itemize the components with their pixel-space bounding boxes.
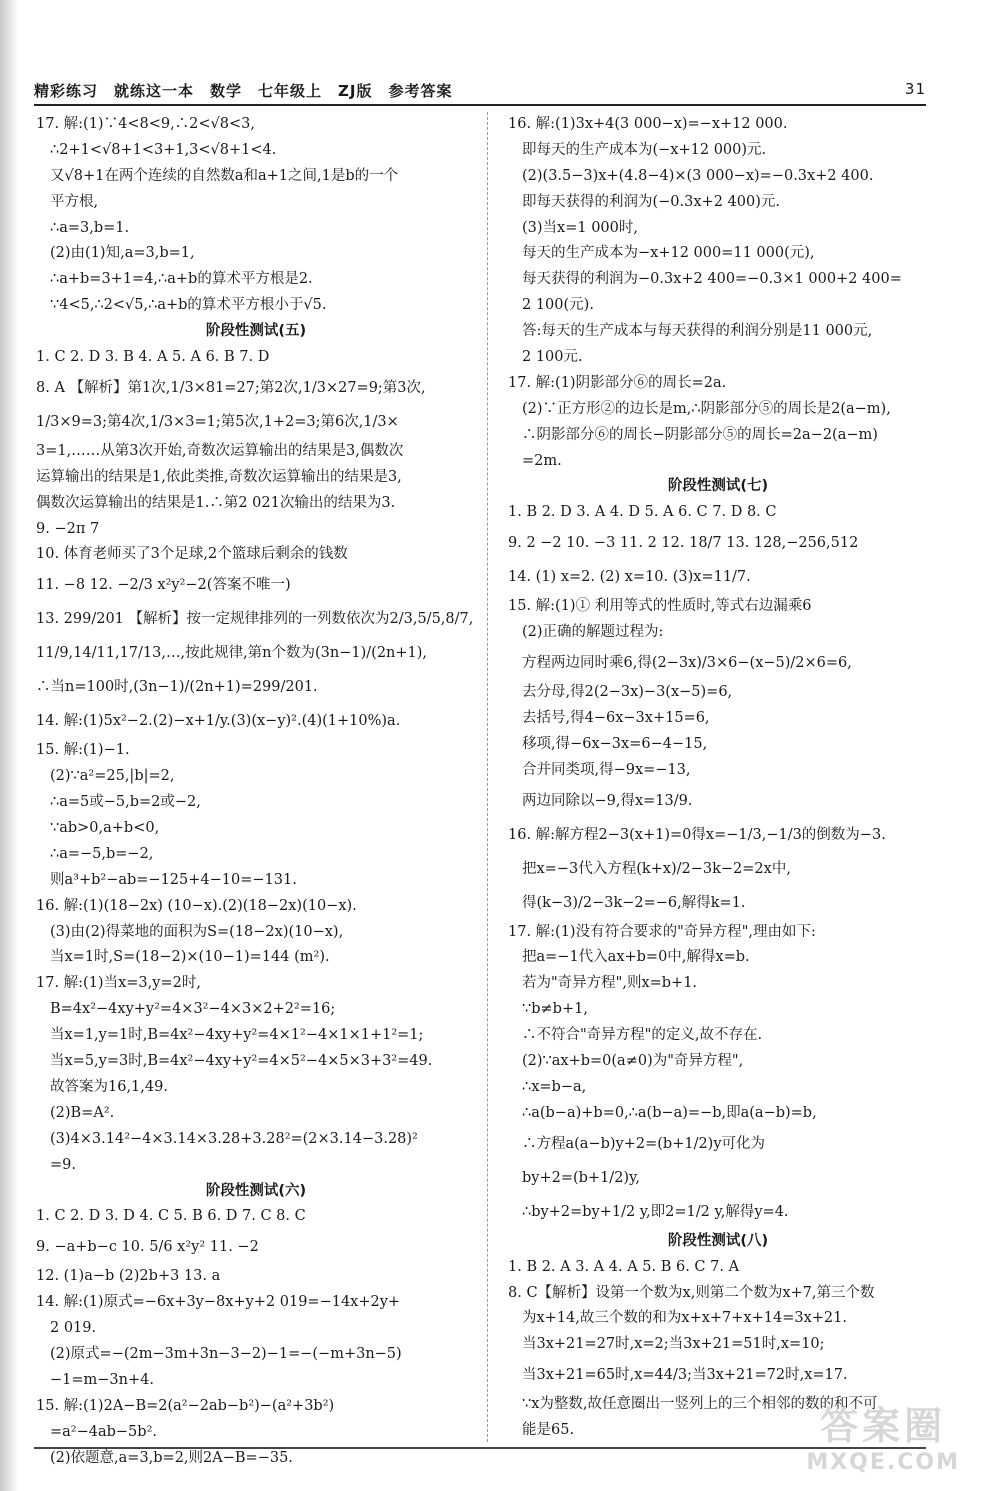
- left-column: [36, 112, 476, 1471]
- answer-line: ∴a=3,b=1.: [50, 219, 130, 236]
- answer-line: (2)原式=−(2m−3m+3n−3−2)−1=−(−m+3n−5): [50, 1345, 402, 1362]
- answer-line: (2)B=A².: [50, 1104, 115, 1121]
- watermark-logo-text: 答案圈: [820, 1404, 947, 1448]
- answer-line: 得(k−3)/2−3k−2=−6,解得k=1.: [522, 894, 746, 911]
- answer-line: 16. 解:解方程2−3(x+1)=0得x=−1/3,−1/3的倒数为−3.: [508, 826, 886, 843]
- answer-line: 又√8+1在两个连续的自然数a和a+1之间,1是b的一个: [50, 167, 399, 184]
- watermark-url: MXQE.COM: [806, 1450, 960, 1475]
- answer-line: 1. C 2. D 3. D 4. C 5. B 6. D 7. C 8. C: [36, 1208, 306, 1225]
- answer-line: 17. 解:(1)阴影部分⑥的周长=2a.: [508, 374, 727, 391]
- answer-line: 1/3×9=3;第4次,1/3×3=1;第5次,1+2=3;第6次,1/3×: [36, 413, 399, 430]
- answer-line: ∴by+2=by+1/2 y,即2=1/2 y,解得y=4.: [522, 1203, 789, 1220]
- column-divider: [487, 112, 488, 1442]
- answer-line: 当3x+21=27时,x=2;当3x+21=51时,x=10;: [522, 1336, 825, 1353]
- answer-line: 1. B 2. A 3. A 4. A 5. B 6. C 7. A: [508, 1258, 740, 1275]
- section-heading: 阶段性测试(五): [205, 323, 307, 340]
- answer-line: ∴x=b−a,: [522, 1078, 587, 1095]
- answer-line: ∵ab>0,a+b<0,: [50, 820, 160, 837]
- footer-rule: [34, 1447, 926, 1449]
- answer-line: 把a=−1代入ax+b=0中,解得x=b.: [522, 949, 750, 966]
- answer-line: 当x=1,y=1时,B=4x²−4xy+y²=4×1²−4×1×1+1²=1;: [50, 1027, 424, 1044]
- answer-line: 16. 解:(1)(18−2x) (10−x).(2)(18−2x)(10−x).: [36, 897, 357, 914]
- answer-line: ∵x为整数,故任意圈出一竖列上的三个相邻的数的和不可: [522, 1396, 878, 1413]
- answer-line: ∴a(b−a)+b=0,∴a(b−a)=−b,即a(a−b)=b,: [522, 1104, 817, 1121]
- answer-line: 合并同类项,得−9x=−13,: [522, 761, 691, 778]
- answer-line: 1. B 2. D 3. A 4. D 5. A 6. C 7. D 8. C: [508, 504, 777, 521]
- answer-line: 17. 解:(1)没有符合要求的"奇异方程",理由如下:: [508, 923, 816, 940]
- answer-line: 14. (1) x=2. (2) x=10. (3)x=11/7.: [508, 569, 751, 586]
- answer-line: 移项,得−6x−3x=6−4−15,: [522, 735, 708, 752]
- answer-line: 2 100(元).: [522, 297, 594, 314]
- answer-line: =a²−4ab−5b².: [50, 1423, 157, 1440]
- answer-line: (2)∵ax+b=0(a≠0)为"奇异方程",: [522, 1053, 744, 1070]
- answer-line: 15. 解:(1)2A−B=2(a²−2ab−b²)−(a²+3b²): [36, 1397, 335, 1414]
- answer-line: 17. 解:(1)当x=3,y=2时,: [36, 975, 201, 992]
- answer-line: 2 100元.: [522, 349, 583, 366]
- answer-line: 当3x+21=65时,x=44/3;当3x+21=72时,x=17.: [522, 1367, 848, 1384]
- answer-line: 即每天的生产成本为(−x+12 000)元.: [522, 141, 767, 158]
- answer-line: 当x=5,y=3时,B=4x²−4xy+y²=4×5²−4×5×3+3²=49.: [50, 1053, 433, 1070]
- answer-line: 故答案为16,1,49.: [50, 1078, 168, 1095]
- answer-line: 若为"奇异方程",则x=b+1.: [522, 975, 698, 992]
- header-title: 精彩练习 就练这一本 数学 七年级上 ZJ版 参考答案: [34, 82, 453, 100]
- answer-line: 11. −8 12. −2/3 x²y²−2(答案不唯一): [36, 577, 291, 594]
- answer-line: B=4x²−4xy+y²=4×3²−4×3×2+2²=16;: [50, 1001, 336, 1018]
- answer-line: 每天的生产成本为−x+12 000=11 000(元),: [522, 245, 815, 262]
- answer-line: 13. 299/201 【解析】按一定规律排列的一列数依次为2/3,5/5,8/7,: [36, 611, 474, 628]
- answer-line: ∴2+1<√8+1<3+1,3<√8+1<4.: [50, 141, 277, 158]
- answer-line: (2)由(1)知,a=3,b=1,: [50, 245, 195, 262]
- answer-line: 去括号,得4−6x−3x+15=6,: [522, 709, 710, 726]
- page-edge-shadow: [0, 0, 18, 1491]
- page-header: [34, 80, 926, 102]
- watermark: [806, 1395, 960, 1475]
- answer-line: 1. C 2. D 3. B 4. A 5. A 6. B 7. D: [36, 349, 270, 366]
- answer-line: by+2=(b+1/2)y,: [522, 1169, 640, 1186]
- answer-line: 方程两边同时乘6,得(2−3x)/3×6−(x−5)/2×6=6,: [522, 655, 852, 672]
- answer-line: 11/9,14/11,17/13,…,按此规律,第n个数为(3n−1)/(2n+1),: [36, 645, 428, 662]
- section-heading: 阶段性测试(八): [667, 1232, 769, 1249]
- answer-line: 17. 解:(1)∵4<8<9,∴2<√8<3,: [36, 116, 256, 132]
- answer-line: (3)4×3.14²−4×3.14×3.28+3.28²=(2×3.14−3.28)²: [50, 1130, 418, 1147]
- answer-line: 平方根,: [50, 193, 99, 210]
- answer-line: 当x=1时,S=(18−2)×(10−1)=144 (m²).: [50, 949, 330, 966]
- answer-line: 3=1,……从第3次开始,奇数次运算输出的结果是3,偶数次: [36, 442, 404, 459]
- answer-line: 14. 解:(1)5x²−2.(2)−x+1/y.(3)(x−y)².(4)(1+10%)a.: [36, 713, 401, 730]
- answer-line: 即每天获得的利润为(−0.3x+2 400)元.: [522, 193, 780, 210]
- answer-line: (2)∵a²=25,|b|=2,: [50, 768, 175, 785]
- answer-line: 每天获得的利润为−0.3x+2 400=−0.3×1 000+2 400=: [522, 271, 902, 288]
- answer-line: ∵4<5,∴2<√5,∴a+b的算术平方根小于√5.: [50, 297, 327, 314]
- answer-line: (2)依题意,a=3,b=2,则2A−B=−35.: [50, 1449, 293, 1466]
- answer-line: 12. (1)a−b (2)2b+3 13. a: [36, 1268, 221, 1285]
- answer-line: 为x+14,故三个数的和为x+x+7+x+14=3x+21.: [522, 1310, 847, 1327]
- answer-line: 15. 解:(1)① 利用等式的性质时,等式右边漏乘6: [508, 598, 812, 615]
- answer-line: 15. 解:(1)−1.: [36, 742, 130, 759]
- answer-line: ∴a=−5,b=−2,: [50, 845, 154, 862]
- answer-line: 两边同除以−9,得x=13/9.: [522, 792, 693, 809]
- answer-line: 9. 2 −2 10. −3 11. 2 12. 18/7 13. 128,−256,512: [508, 535, 859, 552]
- answer-line: 去分母,得2(2−3x)−3(x−5)=6,: [522, 684, 733, 701]
- answer-line: 运算输出的结果是1,依此类推,奇数次运算输出的结果是3,: [36, 468, 402, 485]
- answer-line: 能是65.: [522, 1422, 575, 1439]
- answer-line: 答:每天的生产成本与每天获得的利润分别是11 000元,: [522, 323, 873, 340]
- answer-line: (3)当x=1 000时,: [522, 219, 638, 236]
- answer-line: 偶数次运算输出的结果是1.∴第2 021次输出的结果为3.: [36, 494, 396, 511]
- answer-line: 8. C【解析】设第一个数为x,则第二个数为x+7,第三个数: [508, 1284, 875, 1301]
- page-number: 31: [904, 80, 926, 98]
- answer-line: ∴阴影部分⑥的周长−阴影部分⑤的周长=2a−2(a−m): [522, 426, 878, 443]
- answer-line: (3)由(2)得菜地的面积为S=(18−2x)(10−x),: [50, 923, 344, 940]
- answer-line: 8. A 【解析】第1次,1/3×81=27;第2次,1/3×27=9;第3次,: [36, 379, 426, 396]
- answer-line: 9. −2π 7: [36, 520, 100, 537]
- answer-line: ∴当n=100时,(3n−1)/(2n+1)=299/201.: [36, 679, 318, 696]
- answer-line: 把x=−3代入方程(k+x)/2−3k−2=2x中,: [522, 860, 791, 877]
- answer-line: ∴不符合"奇异方程"的定义,故不存在.: [522, 1027, 763, 1044]
- answer-line: (2)(3.5−3)x+(4.8−4)×(3 000−x)=−0.3x+2 400.: [522, 167, 874, 184]
- answer-line: =9.: [50, 1156, 76, 1173]
- answer-line: −1=m−3n+4.: [50, 1371, 154, 1388]
- section-heading: 阶段性测试(六): [205, 1182, 307, 1199]
- answer-line: (2)正确的解题过程为:: [522, 624, 664, 641]
- right-column: [508, 112, 928, 1444]
- answer-line: ∴方程a(a−b)y+2=(b+1/2)y可化为: [522, 1135, 766, 1152]
- answer-line: 14. 解:(1)原式=−6x+3y−8x+y+2 019=−14x+2y+: [36, 1294, 401, 1311]
- answer-line: ∵b≠b+1,: [522, 1001, 588, 1018]
- answer-line: 10. 体育老师买了3个足球,2个篮球后剩余的钱数: [36, 546, 348, 563]
- answer-line: ∴a=5或−5,b=2或−2,: [50, 794, 201, 811]
- section-heading: 阶段性测试(七): [667, 478, 769, 495]
- answer-line: (2)∵正方形②的边长是m,∴阴影部分⑤的周长是2(a−m),: [522, 400, 891, 417]
- answer-line: 9. −a+b−c 10. 5/6 x²y² 11. −2: [36, 1239, 259, 1256]
- answer-line: 2 019.: [50, 1320, 97, 1337]
- answer-line: ∴a+b=3+1=4,∴a+b的算术平方根是2.: [50, 271, 313, 288]
- answer-line: =2m.: [522, 452, 562, 469]
- answer-line: 16. 解:(1)3x+4(3 000−x)=−x+12 000.: [508, 116, 788, 132]
- header-rule: [34, 104, 926, 106]
- answer-line: 则a³+b²−ab=−125+4−10=−131.: [50, 871, 297, 888]
